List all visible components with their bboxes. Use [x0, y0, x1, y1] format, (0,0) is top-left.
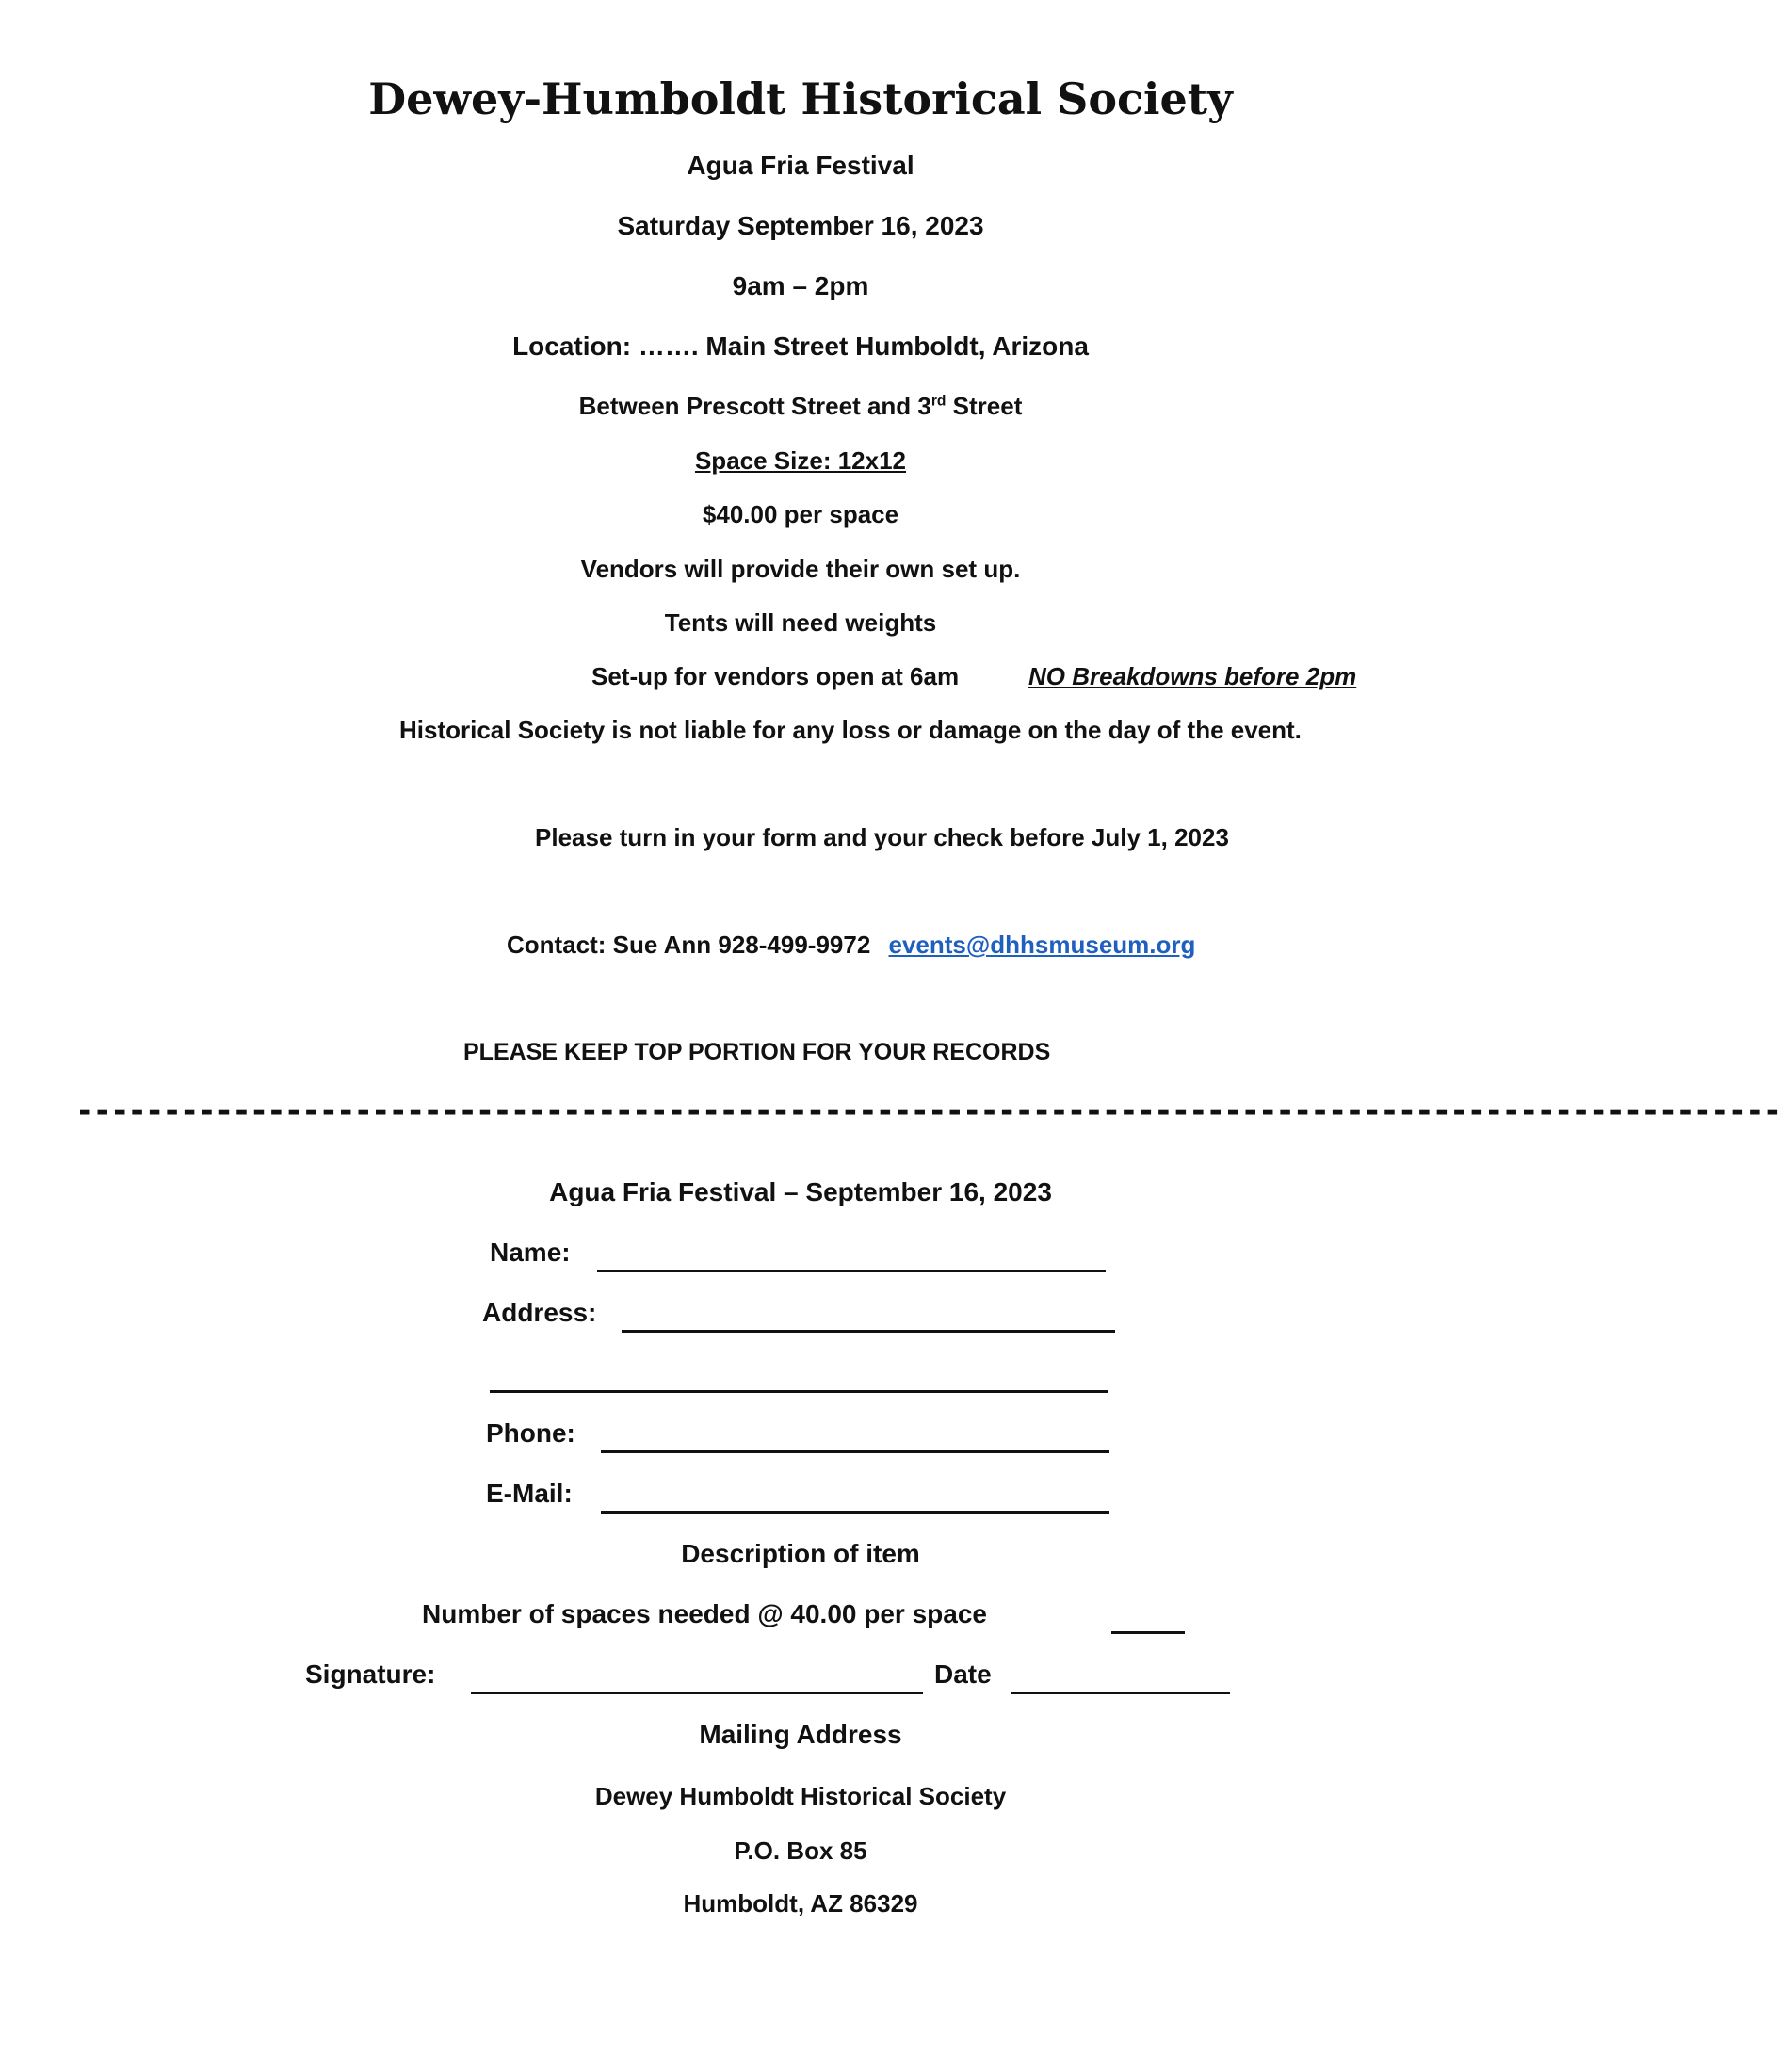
- contact-line: [507, 931, 1195, 960]
- spaces-label: Number of spaces needed @ 40.00 per space: [422, 1599, 988, 1628]
- name-field-line[interactable]: [597, 1270, 1106, 1272]
- deadline-note: Please turn in your form and your check before July 1, 2023: [535, 823, 1229, 851]
- mailing-org: Dewey Humboldt Historical Society: [594, 1782, 1007, 1810]
- spaces-field-line[interactable]: [1111, 1631, 1185, 1634]
- address-field-line[interactable]: [622, 1330, 1115, 1333]
- liability-note: Historical Society is not liable for any loss or damage on the day of the event.: [399, 716, 1302, 744]
- date-field-line[interactable]: [1011, 1692, 1230, 1694]
- mailing-heading: Mailing Address: [699, 1720, 902, 1749]
- vendors-setup-note: Vendors will provide their own set up.: [580, 555, 1021, 583]
- date-label: Date: [934, 1659, 992, 1689]
- event-date: Saturday September 16, 2023: [617, 211, 984, 240]
- keep-top-note: PLEASE KEEP TOP PORTION FOR YOUR RECORDS: [463, 1039, 1051, 1065]
- between-suffix: Street: [946, 392, 1023, 420]
- tents-note: Tents will need weights: [664, 608, 937, 637]
- contact-label: Contact: Sue Ann 928-499-9972: [507, 931, 871, 959]
- space-size: [0, 446, 1601, 476]
- mailing-box: P.O. Box 85: [734, 1837, 867, 1865]
- setup-open-note: Set-up for vendors open at 6am: [591, 662, 960, 690]
- event-time: 9am – 2pm: [732, 271, 869, 300]
- between-sup: rd: [930, 393, 947, 410]
- email-label: E-Mail:: [486, 1479, 573, 1508]
- form-heading: Agua Fria Festival – September 16, 2023: [549, 1177, 1052, 1206]
- description-label: Description of item: [681, 1539, 920, 1568]
- no-breakdowns-note: NO Breakdowns before 2pm: [1028, 662, 1357, 690]
- phone-field-line[interactable]: [601, 1450, 1109, 1453]
- event-name: Agua Fria Festival: [687, 151, 914, 180]
- page-title: Dewey-Humboldt Historical Society: [368, 73, 1233, 124]
- event-location: Location: ……. Main Street Humboldt, Arizona: [512, 332, 1089, 361]
- price-per-space: $40.00 per space: [702, 500, 899, 528]
- cut-line-divider: --------------------------------------------------------------------------------------------------: [75, 1093, 1780, 1130]
- email-field-line[interactable]: [601, 1511, 1109, 1514]
- between-streets: [0, 392, 1601, 421]
- contact-email-link[interactable]: events@dhhsmuseum.org: [888, 931, 1196, 959]
- between-prefix: Between Prescott Street and 3: [578, 392, 931, 420]
- name-label: Name:: [490, 1238, 571, 1267]
- address-label: Address:: [482, 1298, 597, 1327]
- signature-label: Signature:: [305, 1659, 436, 1689]
- mailing-city: Humboldt, AZ 86329: [683, 1889, 918, 1918]
- address-field-line-2[interactable]: [490, 1390, 1108, 1393]
- space-size-text: Space Size: 12x12: [694, 446, 907, 475]
- signature-field-line[interactable]: [471, 1692, 923, 1694]
- phone-label: Phone:: [486, 1418, 575, 1448]
